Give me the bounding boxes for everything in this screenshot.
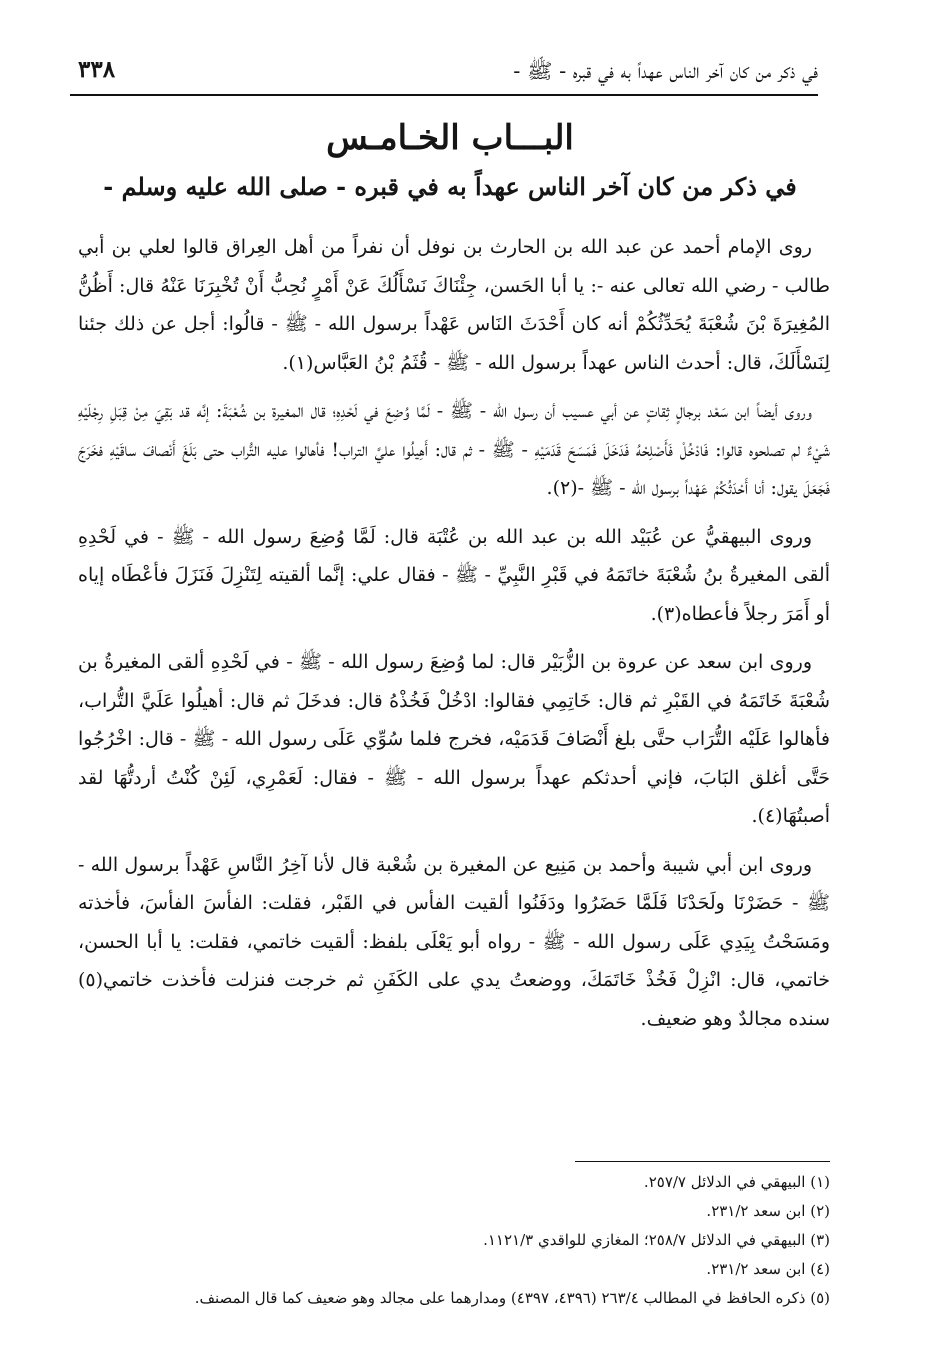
chapter-subtitle: في ذكر من كان آخر الناس عهداً به في قبره - صلى الله عليه وسلم - <box>103 172 797 201</box>
page-number: ٣٣٨ <box>78 56 116 83</box>
paragraph: وروى ابن سعد عن عروة بن الزُّبَيْر قال: لما وُضِعَ رسول الله - ﷺ - في لَحْدِهِ ألقى المغيرةُ بن شُعْبَةَ خَاتَمَهُ في القَبْرِ ثم قال: خَاتِمِي فقالوا: ادْخُلْ فَخُذْهُ قال: فدخَلَ ثم قال: أهيلُوا عَلَيَّ التُّراب، فأهالوا عَلَيْه التُّرَاب حتَّى بلغ أَنْصَافَ قَدَمَيْه، فخرج فلما سُوِّي عَلَى رسول الله - ﷺ - قال: اخْرُجُوا حَتَّى أغلق البَابَ، فإني أحدثكم عهداً برسول الله - ﷺ - فقال: لَعَمْرِي، لَئِنْ كُنْتُ أردتُّهَا لقد أصبتُهَا(٤). <box>78 651 830 827</box>
footnotes <box>78 1162 830 1313</box>
footnote: (٤) ابن سعد ٢٣١/٢. <box>706 1260 830 1278</box>
footnote: (١) البيهقي في الدلائل ٢٥٧/٧. <box>643 1173 830 1191</box>
running-title: في ذكر من كان آخر الناس عهداً به في قبره - ﷺ - <box>513 59 818 83</box>
paragraph: وروى ابن أبي شيبة وأحمد بن مَنِيع عن المغيرة بن شُعْبة قال لأنا آخِرُ النَّاسِ عَهْداً برسول الله - ﷺ - حَضَرْنَا ولَحَدْنَا فَلَمَّا حَضَرُوا ودَفَنُوا ألقيت الفأس في القَبْر، فقلت: الفأسَ الفأسَ، فأخذته ومَسَحْتُ بِيَدِي عَلَى رسول الله - ﷺ - رواه أبو يَعْلَى بلفظ: ألقيت خاتمي، فقلت: يا أبا الحسن، خاتمي، قال: انْزِلْ فَخُذْ خَاتَمَكَ، ووضعتُ يدي على الكَفَنِ ثم خرجت فنزلت فأخذت خاتمي(٥) سنده مجالدٌ وهو ضعيف. <box>78 853 830 1030</box>
running-header <box>70 52 818 96</box>
footnote-separator <box>575 1161 830 1162</box>
body-text <box>78 228 830 1048</box>
footnote: (٥) ذكره الحافظ في المطالب ٢٦٣/٤ (٤٣٩٦، ٤٣٩٧) ومدارهما على مجالد وهو ضعيف كما قال المصنف. <box>194 1289 830 1307</box>
footnote: (٢) ابن سعد ٢٣١/٢. <box>706 1202 830 1220</box>
footnote: (٣) البيهقي في الدلائل ٢٥٨/٧؛ المغازي للواقدي ١١٢١/٣. <box>483 1231 830 1249</box>
paragraph: روى الإمام أحمد عن عبد الله بن الحارث بن نوفل أن نفراً من أهل العِراق قالوا لعلي بن أبي طالب - رضي الله تعالى عنه -: يا أبا الحَسن، جِئْنَاكَ نَسْأَلُكَ عَنْ أَمْرٍ نُحِبُّ أَنْ تُخْبِرَنَا عَنْهُ قال: أَظُنُّ المُغِيرَةَ بْنَ شُعْبَةَ يُحَدِّثُكُمْ أنه كان أَحْدَثَ النَاس عَهْداً برسول الله - ﷺ - قالُوا: أجل عن ذلك جئنا لِنَسْأَلَكَ، قال: أحدث الناس عهداً برسول الله - ﷺ - قُثَمُ بْنُ العَبَّاس(١). <box>78 236 830 374</box>
paragraph: وروى أيضاً ابن سَعْد برجالٍ ثِقاتٍ عن أبي عسيب أن رسول الله - ﷺ - لَمَّا وُضِعَ في لَحْدِهِ؛ قال المغيرة بن شُعْبَةَ: إنَّه قد بَقِيَ مِنْ قِبَلِ رِجْلَيْهِ شَيْءٌ لم تصلحوه قالوا: فَادْخُلْ فَأَصْلِحْهُ فَدَخَلَ فَمَسَحَ قَدَمَيْهِ - ﷺ - ثم قال: أَهِيلُوا عليَّ التراب! فأهالوا عليه التُّراب حتى بَلَغَ أَنْصافَ ساقَيْهِ فخَرَجَ فَجَعَلَ يقول: أنا أَحْدَثُكُمْ عَهْداً برسول الله - ﷺ -(٢). <box>78 400 830 499</box>
paragraph: وروى البيهقيُّ عن عُبَيْد الله بن عبد الله بن عُتْبَة قال: لَمَّا وُضِعَ رسول الله - ﷺ - في لَحْدِهِ ألقى المغيرةُ بنُ شُعْبَةَ خاتَمَهُ في قَبْرِ النَّبِيِّ - ﷺ - فقال علي: إنَّما ألقيته لِتَنْزِلَ فَنَزَلَ فأعْطَاه إياه أو أَمَرَ رجلاً فأعطاه(٣). <box>78 525 830 625</box>
chapter-heading: البـــاب الخـامـس <box>326 118 574 158</box>
